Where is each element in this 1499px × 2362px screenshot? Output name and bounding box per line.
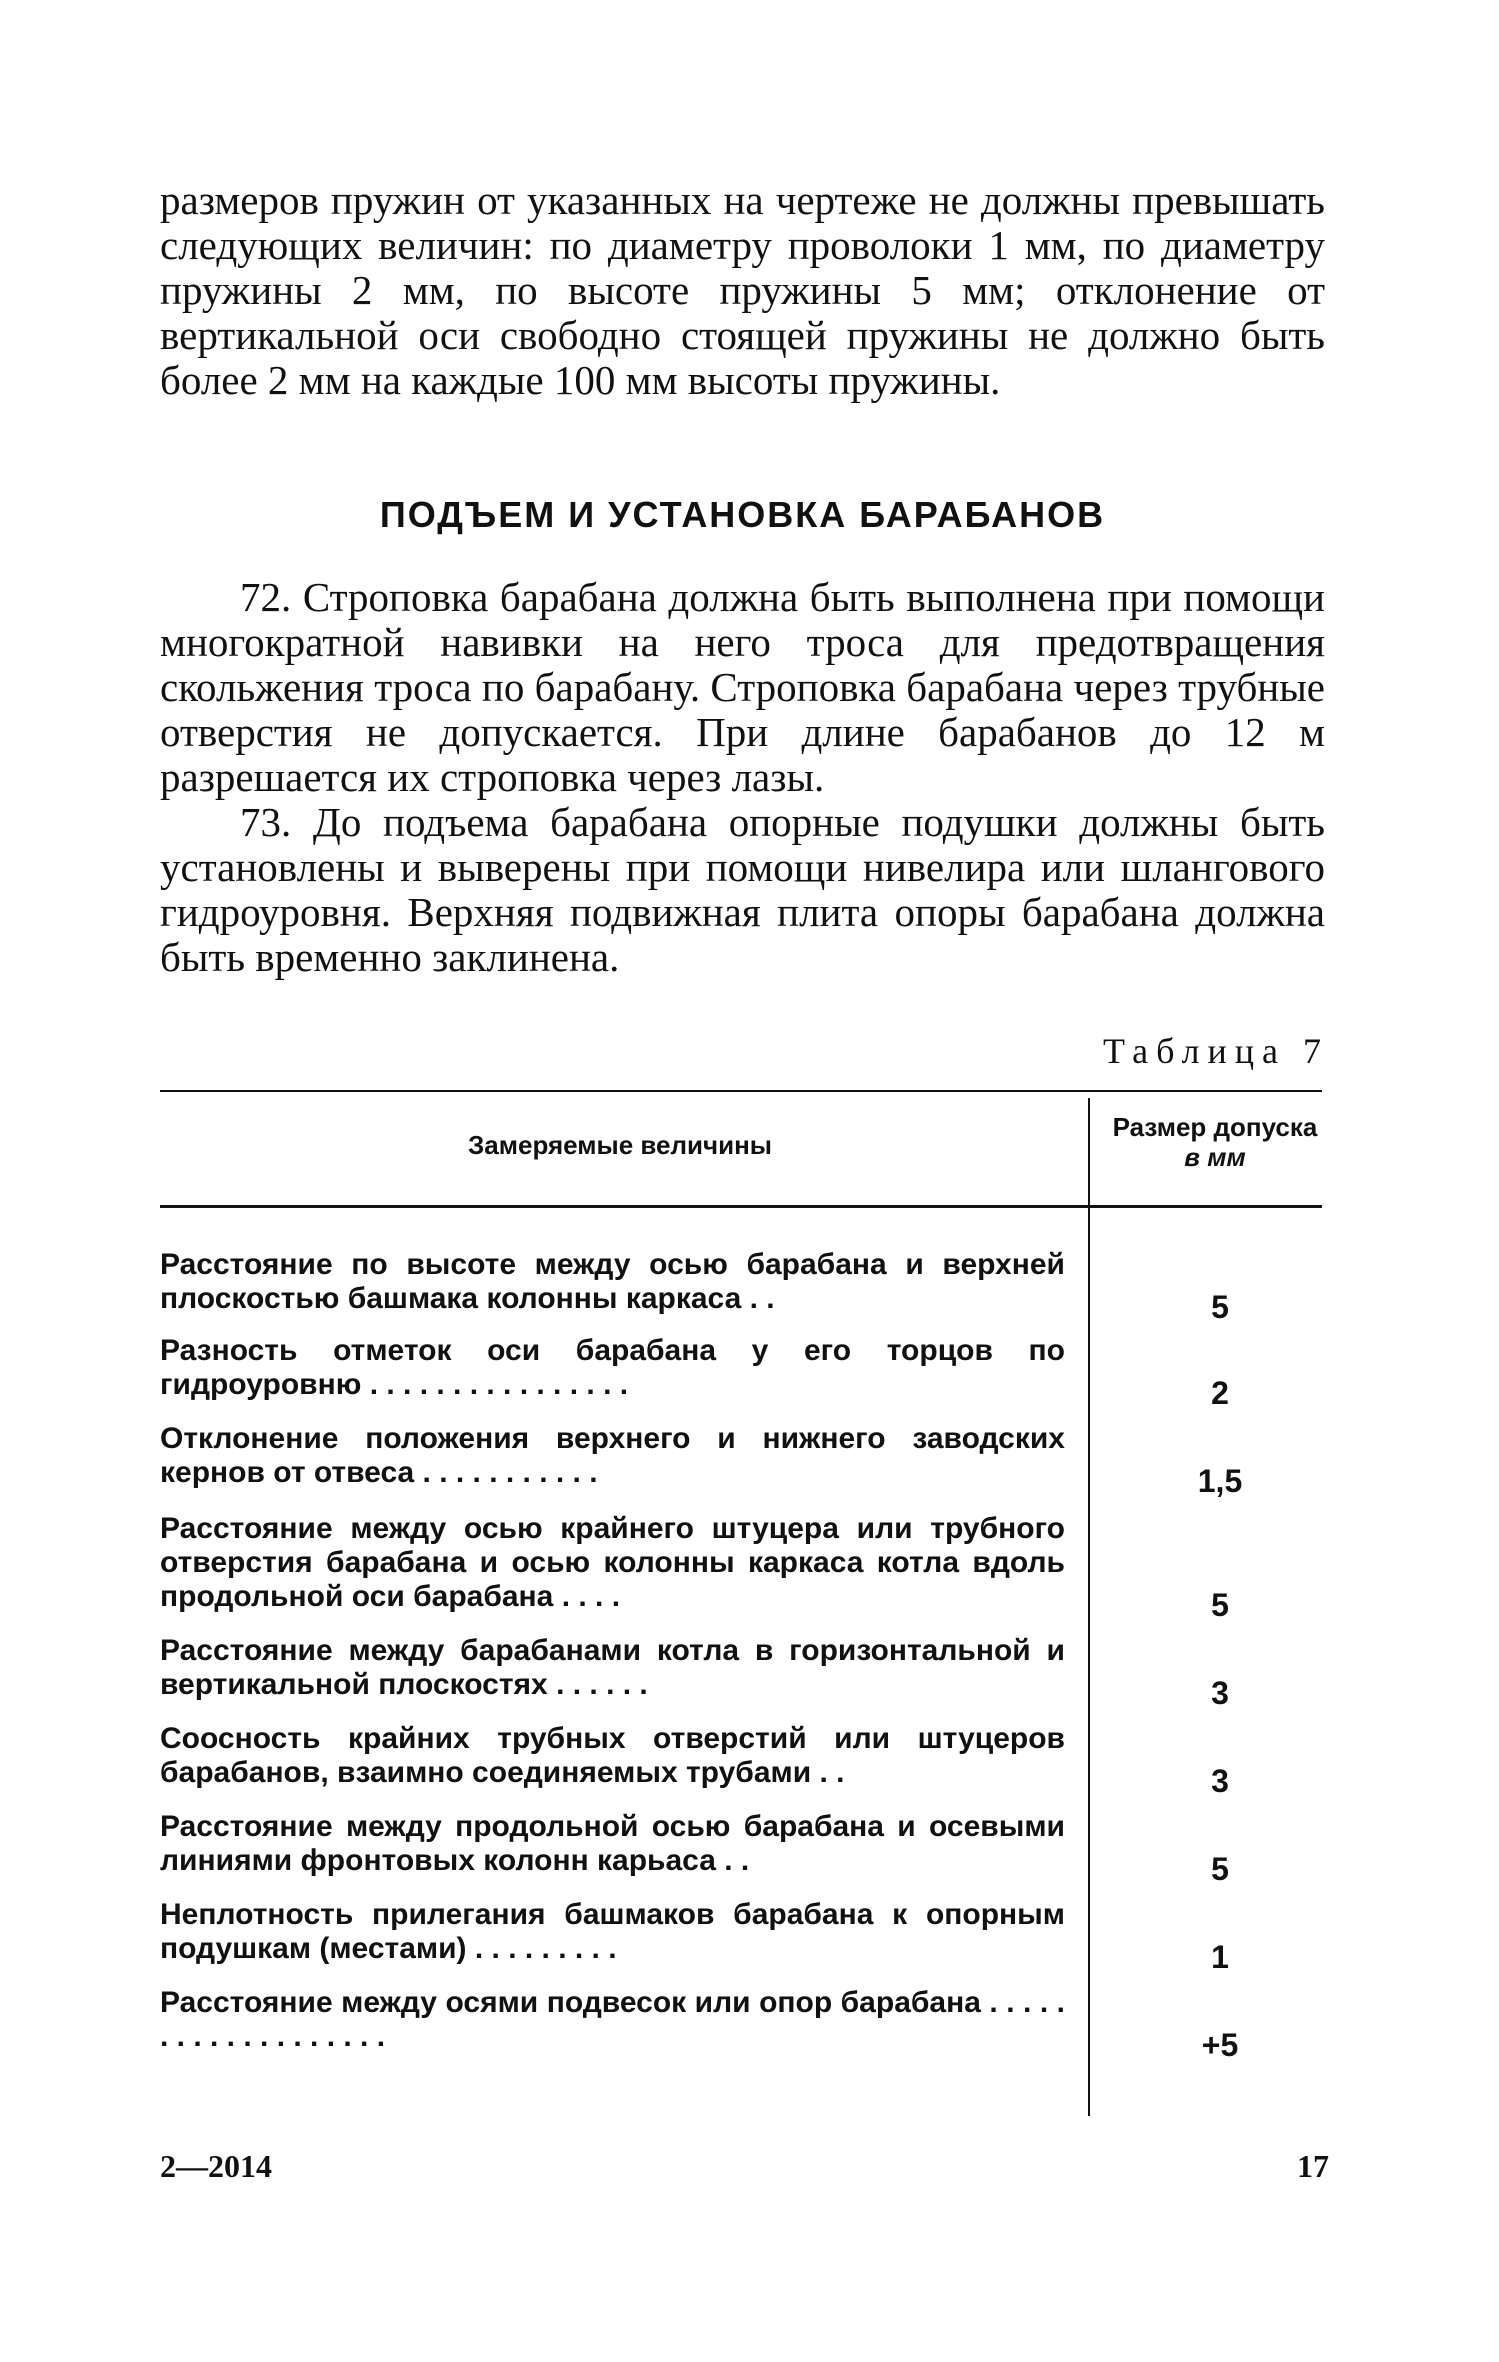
row-tolerance: 1,5 [1197,1463,1243,1499]
table-header-tolerance [1100,1112,1330,1172]
row-tolerance: 2 [1211,1375,1229,1411]
row-description: Расстояние между осями подвесок или опор барабана . . . . . . . . . . . . . . . . . . . [160,1986,1065,2053]
row-tolerance: 5 [1211,1587,1229,1623]
table-row [160,1512,1335,1622]
table-row [160,1986,1335,2062]
table-row [160,1422,1335,1498]
paragraph-72: 72. Строповка барабана должна быть выполнена при помощи многократной навивки на него троса для предотвращения скольжения троса по барабану. Строповка барабана через трубные отверстия не допускается. При длине барабанов до 12 м разрешается их строповка через лазы. [160,574,1325,800]
table-header-measured-values: Замеряемые величины [468,1130,772,1160]
table-top-rule [160,1090,1322,1092]
table-row [160,1898,1335,1974]
tolerance-header-line2: в мм [1184,1142,1246,1172]
row-tolerance: 5 [1211,1289,1229,1325]
row-tolerance: 5 [1211,1851,1229,1887]
row-description: Расстояние между барабанами котла в горизонтальной и вертикальной плоскостях . . . . . . [160,1634,1065,1701]
tolerance-header-line1: Размер допуска [1112,1112,1318,1142]
row-tolerance: 1 [1211,1939,1229,1975]
table-row [160,1722,1335,1798]
table-body [160,1248,1335,2062]
row-description: Расстояние между осью крайнего штуцера или трубного отверстия барабана и осью колонны каркаса котла вдоль продольной оси барабана . . . . [160,1512,1065,1613]
row-tolerance: +5 [1201,2027,1239,2063]
body-text [160,575,1325,980]
print-code: 2—2014 [160,2148,272,2184]
row-description: Расстояние между продольной осью барабана и осевыми линиями фронтовых колонн карьаса . . [160,1810,1065,1877]
table-row [160,1248,1335,1324]
row-tolerance: 3 [1211,1763,1229,1799]
table-row [160,1334,1335,1410]
row-description: Неплотность прилегания башмаков барабана к опорным подушкам (местами) . . . . . . . . . [160,1898,1065,1965]
section-heading: ПОДЪЕМ И УСТАНОВКА БАРАБАНОВ [379,494,1106,535]
row-description: Отклонение положения верхнего и нижнего заводских кернов от отвеса . . . . . . . . . . . [160,1422,1065,1489]
table-caption: Таблица 7 [1103,1031,1329,1071]
row-description: Разность отметок оси барабана у его торцов по гидроуровню . . . . . . . . . . . . . . . . [160,1334,1065,1401]
row-tolerance: 3 [1211,1675,1229,1711]
paragraph-73: 73. До подъема барабана опорные подушки должны быть установлены и выверены при помощи нивелира или шлангового гидроуровня. Верхняя подвижная плита опоры барабана должна быть временно заклинена. [160,799,1325,980]
table-header-rule [160,1205,1322,1208]
table-row [160,1810,1335,1886]
table-row [160,1634,1335,1710]
intro-paragraph [160,178,1325,403]
page-number: 17 [1297,2148,1329,2184]
row-description: Расстояние по высоте между осью барабана и верхней плоскостью башмака колонны каркаса . . [160,1248,1065,1315]
row-description: Соосность крайних трубных отверстий или штуцеров барабанов, взаимно соединяемых трубами . . [160,1722,1065,1789]
intro-text: размеров пружин от указанных на чертеже не должны превышать следующих величин: по диаметру проволоки 1 мм, по диаметру пружины 2 мм, по высоте пружины 5 мм; отклонение от вертикальной оси свободно стоящей пружины не должно быть более 2 мм на каждые 100 мм высоты пружины. [160,177,1325,403]
